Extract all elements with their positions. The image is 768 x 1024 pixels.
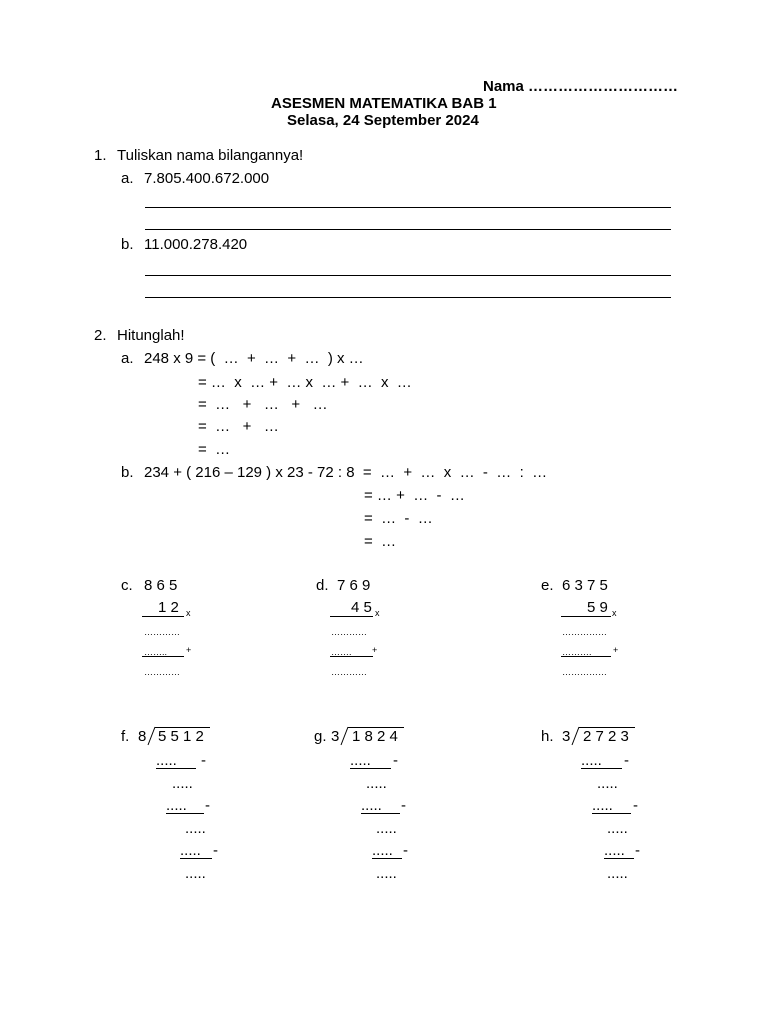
- q1-number: 1.: [94, 147, 107, 164]
- div-g-label: g.: [314, 728, 327, 745]
- q1b-label: b.: [121, 236, 134, 253]
- mult-e-row2[interactable]: ……….: [562, 647, 592, 657]
- q2b-line: 234 + ( 216 – 129 ) x 23 - 72 : 8 = … + … x … - … : …: [144, 464, 548, 481]
- mult-e-label: e.: [541, 577, 554, 594]
- div-g-dividend: 1 8 2 4: [352, 728, 398, 745]
- q2a-line: = … x … + … x … + … x …: [198, 374, 412, 391]
- q2-number: 2.: [94, 327, 107, 344]
- division-bracket-icon: [339, 726, 349, 746]
- q2a-line: = … + …: [198, 418, 279, 435]
- div-h-step[interactable]: .....: [592, 798, 631, 814]
- minus-sign: -: [633, 797, 638, 814]
- minus-sign: -: [201, 752, 206, 769]
- division-bracket-icon: [570, 726, 580, 746]
- mult-c-row2[interactable]: ……..: [144, 647, 168, 657]
- minus-sign: -: [213, 842, 218, 859]
- mult-c-rule: [142, 656, 184, 657]
- mult-d-rule: [330, 616, 373, 617]
- div-f-step[interactable]: .....: [185, 820, 206, 837]
- mult-d-label: d.: [316, 577, 329, 594]
- div-f-step[interactable]: .....: [166, 798, 204, 814]
- mult-d-row1[interactable]: …………: [331, 627, 367, 637]
- div-g-step[interactable]: .....: [366, 775, 387, 792]
- mult-e-rule: [561, 656, 611, 657]
- q2a-line: 248 x 9 = ( … + … + … ) x …: [144, 350, 364, 367]
- div-h-label: h.: [541, 728, 554, 745]
- div-g-step[interactable]: .....: [361, 798, 400, 814]
- mult-e-top: 6 3 7 5: [562, 577, 608, 594]
- mult-e-op: x: [612, 608, 617, 618]
- minus-sign: -: [393, 752, 398, 769]
- mult-e-row1[interactable]: ……………: [562, 627, 607, 637]
- mult-e-rule: [561, 616, 611, 617]
- answer-line[interactable]: [145, 275, 671, 276]
- minus-sign: -: [635, 842, 640, 859]
- div-g-step[interactable]: .....: [372, 843, 402, 859]
- q2b-line: = … - …: [364, 510, 433, 527]
- mult-d-top: 7 6 9: [337, 577, 371, 594]
- mult-d-op: x: [375, 608, 380, 618]
- div-h-step[interactable]: .....: [607, 865, 628, 882]
- div-g-step[interactable]: .....: [350, 753, 391, 769]
- mult-d-row2[interactable]: …….: [331, 647, 352, 657]
- div-f-step[interactable]: .....: [172, 775, 193, 792]
- q2b-line: = …: [364, 533, 397, 550]
- div-h-divisor: 3: [562, 728, 571, 745]
- mult-d-rule: [330, 656, 373, 657]
- minus-sign: -: [403, 842, 408, 859]
- division-bracket-icon: [146, 726, 156, 746]
- q1b-value: 11.000.278.420: [144, 236, 248, 253]
- div-h-step[interactable]: .....: [597, 775, 618, 792]
- div-g-divisor: 3: [331, 728, 340, 745]
- answer-line[interactable]: [145, 229, 671, 230]
- div-f-dividend: 5 5 1 2: [158, 728, 204, 745]
- q1a-label: a.: [121, 170, 134, 187]
- answer-line[interactable]: [145, 207, 671, 208]
- q2a-line: = … + … + …: [198, 396, 328, 413]
- mult-d-plus: +: [372, 645, 378, 655]
- mult-c-rule: [142, 616, 184, 617]
- minus-sign: -: [401, 797, 406, 814]
- minus-sign: -: [624, 752, 629, 769]
- div-g-step[interactable]: .....: [376, 820, 397, 837]
- q2b-label: b.: [121, 464, 134, 481]
- mult-c-bottom: 1 2: [158, 599, 179, 616]
- page-title: ASESMEN MATEMATIKA BAB 1: [271, 95, 497, 112]
- mult-c-op: x: [186, 608, 191, 618]
- mult-c-label: c.: [121, 577, 133, 594]
- mult-c-row1[interactable]: …………: [144, 627, 180, 637]
- mult-d-bottom: 4 5: [351, 599, 372, 616]
- q2-prompt: Hitunglah!: [117, 327, 185, 344]
- mult-e-bottom: 5 9: [587, 599, 608, 616]
- page-date: Selasa, 24 September 2024: [287, 112, 479, 129]
- name-field[interactable]: Nama …………………………: [483, 78, 679, 95]
- mult-c-top: 8 6 5: [144, 577, 178, 594]
- div-f-divisor: 8: [138, 728, 147, 745]
- div-f-step[interactable]: .....: [180, 843, 212, 859]
- div-h-step[interactable]: .....: [581, 753, 622, 769]
- div-h-step[interactable]: .....: [607, 820, 628, 837]
- div-g-step[interactable]: .....: [376, 865, 397, 882]
- answer-line[interactable]: [145, 297, 671, 298]
- div-f-step[interactable]: .....: [185, 865, 206, 882]
- mult-e-result[interactable]: ……………: [562, 667, 607, 677]
- div-h-step[interactable]: .....: [604, 843, 634, 859]
- mult-c-result[interactable]: …………: [144, 667, 180, 677]
- div-h-dividend: 2 7 2 3: [583, 728, 629, 745]
- mult-e-plus: +: [613, 645, 619, 655]
- q2a-label: a.: [121, 350, 134, 367]
- q1a-value: 7.805.400.672.000: [144, 170, 270, 187]
- div-f-label: f.: [121, 728, 130, 745]
- q2b-line: = … + … - …: [364, 487, 465, 504]
- mult-d-result[interactable]: …………: [331, 667, 367, 677]
- mult-c-plus: +: [186, 645, 192, 655]
- q1-prompt: Tuliskan nama bilangannya!: [117, 147, 304, 164]
- q2a-line: = …: [198, 441, 231, 458]
- minus-sign: -: [205, 797, 210, 814]
- div-f-step[interactable]: .....: [156, 753, 196, 769]
